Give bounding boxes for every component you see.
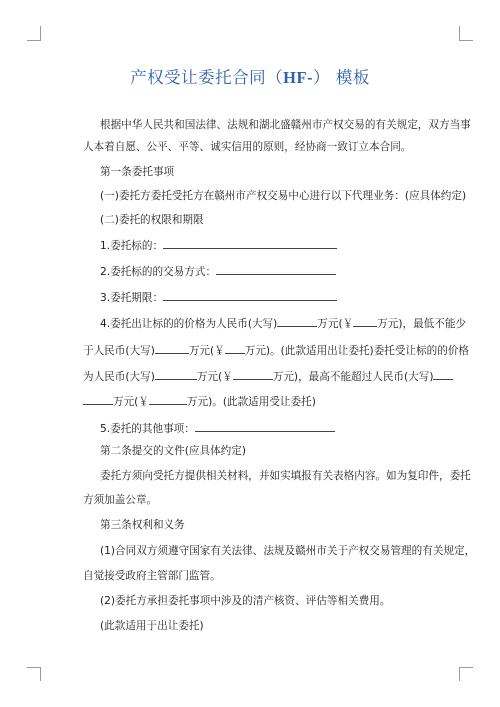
item-1-label: 1.委托标的： — [100, 240, 164, 252]
item-4-line-2 — [83, 342, 470, 358]
item-3-line — [100, 289, 470, 305]
item-4-text-f: 万元)。(此款适用出让委托)委托受让标的的价格 — [244, 345, 470, 357]
item-4-blank-2[interactable] — [353, 315, 377, 327]
item-4-text-d: 于人民币(大写) — [83, 345, 155, 357]
item-4-text-a: 4.委托出让标的的价格为人民币(大写) — [100, 318, 278, 330]
title-prefix: 产权受让委托合同（ — [130, 68, 284, 87]
item-4-text-b: 万元(￥ — [317, 318, 354, 330]
article-2-text-line-1: 委托方须向受托方提供相关材料，并如实填报有关表格内容。如为复印件，委托 — [100, 470, 471, 482]
item-5-line — [100, 420, 470, 436]
item-4-text-e: 万元(￥ — [188, 345, 225, 357]
article-1-heading: 第一条委托事项 — [100, 166, 175, 178]
intro-paragraph-line-1: 根据中华人民共和国法律、法规和湖北盛赣州市产权交易的有关规定，双方当事 — [100, 119, 471, 131]
item-4-text-i: 万元)，最高不能超过人民币(大写) — [272, 371, 434, 383]
item-2-line — [100, 263, 470, 279]
article-3-heading: 第三条权利和义务 — [100, 519, 185, 531]
title-suffix: ） 模板 — [313, 68, 370, 87]
item-4-blank-6[interactable] — [233, 368, 273, 380]
item-4-blank-5[interactable] — [155, 368, 197, 380]
item-4-line-4 — [83, 393, 453, 409]
article-1-clause-2: (二)委托的权限和期限 — [100, 214, 204, 226]
item-1-line — [100, 237, 470, 253]
article-3-clause-1-line-1: (1)合同双方须遵守国家有关法律、法规及赣州市关于产权交易管理的有关规定， — [100, 545, 476, 557]
article-3-clause-2-note: (此款适用于出让委托) — [100, 620, 204, 632]
item-3-label: 3.委托期限： — [100, 292, 164, 304]
intro-paragraph-line-2: 人本着自愿、公平、平等、诚实信用的原则，经协商一致订立本合同。 — [83, 141, 412, 153]
item-4-blank-4[interactable] — [225, 342, 245, 354]
item-4-text-j: 万元(￥ — [113, 396, 149, 408]
item-4-text-h: 万元(￥ — [196, 371, 233, 383]
document-title — [0, 64, 500, 88]
title-code: HF- — [283, 68, 314, 87]
item-4-line-3 — [83, 368, 453, 384]
item-4-blank-7[interactable] — [433, 368, 453, 380]
item-1-blank[interactable] — [163, 237, 337, 249]
article-3-clause-1-line-2: 自觉接受政府主管部门监管。 — [83, 570, 221, 582]
item-4-text-k: 万元)。(此款适用受让委托) — [186, 396, 316, 408]
item-2-label: 2.委托标的的交易方式： — [100, 266, 217, 278]
item-4-blank-8[interactable] — [83, 393, 113, 405]
item-4-text-c: 万元)，最低不能少 — [377, 318, 467, 330]
item-2-blank[interactable] — [216, 263, 336, 275]
item-4-blank-3[interactable] — [155, 342, 189, 354]
item-4-line-1 — [100, 315, 470, 331]
item-4-blank-1[interactable] — [277, 315, 317, 327]
article-1-clause-1: (一)委托方委托受托方在赣州市产权交易中心进行以下代理业务：(应具体约定) — [100, 190, 467, 202]
article-2-heading: 第二条提交的文件(应具体约定) — [100, 445, 246, 457]
item-4-text-g: 为人民币(大写) — [83, 371, 155, 383]
article-3-clause-2: (2)委托方承担委托事项中涉及的清产核资、评估等相关费用。 — [100, 595, 391, 607]
item-5-blank[interactable] — [195, 420, 335, 432]
item-3-blank[interactable] — [163, 289, 337, 301]
item-5-label: 5.委托的其他事项： — [100, 423, 195, 435]
item-4-blank-9[interactable] — [149, 393, 187, 405]
article-2-text-line-2: 方须加盖公章。 — [83, 494, 158, 506]
